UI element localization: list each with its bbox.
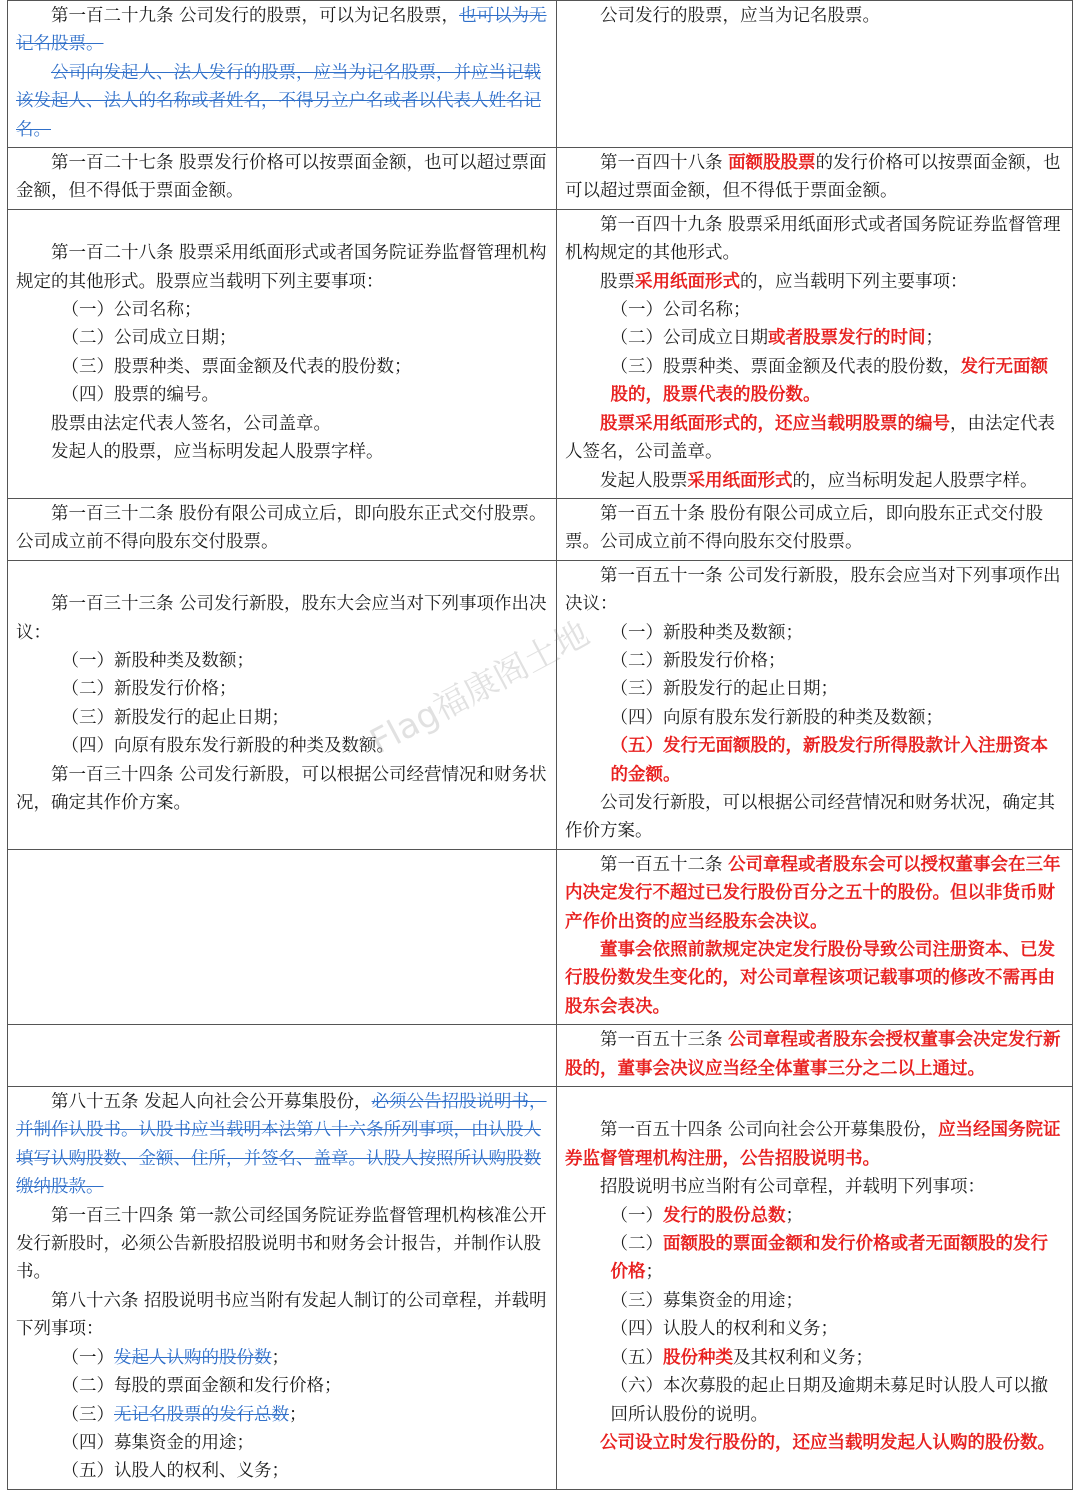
text-segment: （三）募集资金的用途； <box>610 1290 803 1311</box>
article-paragraph <box>16 438 548 466</box>
article-paragraph <box>16 1202 548 1287</box>
article-paragraph <box>16 296 548 324</box>
article-paragraph <box>565 704 1064 732</box>
text-segment: 第一百四十八条 <box>600 153 729 174</box>
article-paragraph <box>565 619 1064 647</box>
article-paragraph <box>565 1026 1064 1083</box>
table-body <box>8 1 1073 1490</box>
deleted-text: 公司向发起人、法人发行的股票，应当为记名股票，并应当记载该发起人、法人的名称或者姓名，不得另立户名或者以代表人姓名记名。 <box>16 62 541 140</box>
law-comparison-table <box>7 0 1073 1490</box>
new-law-cell <box>557 498 1073 560</box>
article-paragraph <box>16 353 548 381</box>
text-segment: 的，应当标明发起人股票字样。 <box>792 470 1038 491</box>
text-segment: （一） <box>610 1205 663 1226</box>
article-paragraph <box>16 562 548 590</box>
article-paragraph <box>565 1429 1064 1457</box>
deleted-text: 发起人认购的股份数 <box>114 1347 272 1368</box>
text-segment: （五） <box>610 1347 663 1368</box>
article-paragraph <box>16 590 548 647</box>
watermark: Flag福康阁土地 <box>363 613 596 763</box>
article-paragraph <box>565 732 1064 789</box>
text-segment: 第一百五十四条 公司向社会公开募集股份， <box>600 1120 939 1141</box>
article-paragraph <box>565 1287 1064 1315</box>
article-paragraph <box>565 324 1064 352</box>
article-paragraph <box>565 1202 1064 1230</box>
article-paragraph <box>16 1457 548 1485</box>
article-paragraph <box>16 761 548 818</box>
text-segment: （四）向原有股东发行新股的种类及数额。 <box>61 736 394 757</box>
text-segment: 及其权利和义务； <box>733 1347 873 1368</box>
text-segment: （一）新股种类及数额； <box>610 622 803 643</box>
text-segment: （二）新股发行价格； <box>61 679 237 700</box>
added-text: 或者股票发行的时间 <box>768 328 926 349</box>
table-row <box>8 1025 1073 1087</box>
added-text: （五）发行无面额股的，新股发行所得股款计入注册资本的金额。 <box>610 736 1048 785</box>
article-paragraph <box>565 500 1064 557</box>
added-text: 采用纸面形式 <box>635 271 740 292</box>
added-text: 面额股的票面金额和发行价格或者无面额股的发行价格 <box>610 1234 1048 1283</box>
article-paragraph <box>565 1116 1064 1173</box>
text-segment: （一） <box>61 1347 114 1368</box>
article-paragraph <box>16 211 548 239</box>
text-segment: （六）本次募股的起止日期及逾期未募足时认股人可以撤回所认股份的说明。 <box>610 1376 1048 1425</box>
article-paragraph <box>16 704 548 732</box>
added-text: 发行无面额股的，股票代表的股份数。 <box>610 356 1048 406</box>
text-segment: 第一百三十四条 第一款公司经国务院证券监督管理机构核准公开发行新股时，必须公告新股招股说明书和财务会计报告，并制作认股书。 <box>16 1205 547 1283</box>
deleted-text: 必须公告招股说明书，并制作认股书。认股书应当载明本法第八十六条所列事项，由认股人填写认购股数、金额、住所，并签名、盖章。认股人按照所认购股数缴纳股款。 <box>16 1092 547 1198</box>
article-paragraph <box>565 789 1064 846</box>
text-segment: （一）公司名称； <box>610 300 751 321</box>
added-text: 股份种类 <box>663 1347 733 1368</box>
old-law-cell <box>8 560 557 849</box>
text-segment: （四）向原有股东发行新股的种类及数额； <box>610 707 943 728</box>
new-law-cell <box>557 849 1073 1024</box>
text-segment: 发起人股票 <box>600 470 688 491</box>
article-paragraph <box>565 353 1064 410</box>
added-text: 采用纸面形式 <box>687 470 793 491</box>
text-segment: （二）公司成立日期 <box>610 328 768 349</box>
text-segment: （三）新股发行的起止日期； <box>610 679 838 700</box>
text-segment: （四）认股人的权利和义务； <box>610 1319 838 1340</box>
article-paragraph <box>16 2 548 59</box>
text-segment <box>600 1092 618 1112</box>
text-segment: 第一百二十八条 股票采用纸面形式或者国务院证券监督管理机构规定的其他形式。股票应当载明下列主要事项： <box>16 243 547 292</box>
article-paragraph <box>16 1287 548 1344</box>
article-paragraph <box>16 149 548 206</box>
table-row <box>8 1087 1073 1490</box>
article-paragraph <box>16 381 548 409</box>
article-paragraph <box>565 211 1064 268</box>
article-paragraph <box>16 1372 548 1400</box>
article-paragraph <box>565 1173 1064 1201</box>
table-row <box>8 1 1073 148</box>
text-segment: 第一百四十九条 股票采用纸面形式或者国务院证券监督管理机构规定的其他形式。 <box>565 214 1061 264</box>
article-paragraph <box>565 936 1064 1021</box>
text-segment: 股票 <box>600 271 635 292</box>
new-law-cell <box>557 1025 1073 1087</box>
article-paragraph <box>565 410 1064 467</box>
article-paragraph <box>16 1401 548 1429</box>
table-row <box>8 209 1073 498</box>
text-segment: ； <box>271 1347 289 1368</box>
article-paragraph <box>16 732 548 760</box>
table-row <box>8 849 1073 1024</box>
new-law-cell <box>557 148 1073 210</box>
added-text: 公司章程或者股东会授权董事会决定发行新股的，董事会决议应当经全体董事三分之二以上通过。 <box>565 1030 1061 1079</box>
added-text: 股票采用纸面形式的，还应当载明股票的编号 <box>600 413 950 434</box>
old-law-cell <box>8 849 557 1024</box>
text-segment: 的，应当载明下列主要事项： <box>740 271 968 292</box>
text-segment: ，由法定代表人签名，公司盖章。 <box>565 413 1055 463</box>
text-segment: （五）认股人的权利、义务； <box>61 1461 289 1482</box>
text-segment: 发起人的股票，应当标明发起人股票字样。 <box>51 442 384 463</box>
deleted-text: 无记名股票的发行总数 <box>114 1404 289 1425</box>
text-segment: 公司发行的股票，应当为记名股票。 <box>600 6 880 26</box>
old-law-cell <box>8 209 557 498</box>
text-segment: （二） <box>610 1234 663 1255</box>
text-segment: ； <box>785 1205 803 1226</box>
added-text: 董事会依照前款规定决定发行股份导致公司注册资本、已发行股份数发生变化的，对公司章程该项记载事项的修改不需再由股东会表决。 <box>565 940 1055 1017</box>
article-paragraph <box>16 1088 548 1202</box>
new-law-cell <box>557 560 1073 849</box>
article-paragraph <box>16 59 548 144</box>
text-segment: ； <box>289 1404 307 1425</box>
old-law-cell <box>8 148 557 210</box>
text-segment: （二）每股的票面金额和发行价格； <box>61 1376 342 1397</box>
article-paragraph <box>565 647 1064 675</box>
article-paragraph <box>565 1088 1064 1116</box>
added-text: 面额股股票 <box>728 153 816 174</box>
text-segment: （四）募集资金的用途； <box>61 1432 254 1453</box>
article-paragraph <box>565 851 1064 936</box>
article-paragraph <box>565 1372 1064 1429</box>
text-segment: 第八十五条 发起人向社会公开募集股份， <box>51 1092 372 1113</box>
added-text: 公司章程或者股东会可以授权董事会在三年内决定发行不超过已发行股份百分之五十的股份。但以非货币财产作价出资的应当经股东会决议。 <box>565 854 1061 932</box>
text-segment: （三）股票种类、票面金额及代表的股份数， <box>610 356 961 377</box>
text-segment: 的发行价格可以按票面金额，也可以超过票面金额，但不得低于票面金额。 <box>565 153 1061 202</box>
text-segment: （四）股票的编号。 <box>61 385 219 406</box>
text-segment: ； <box>925 328 943 349</box>
text-segment: （三）新股发行的起止日期； <box>61 707 289 728</box>
article-paragraph <box>565 268 1064 296</box>
text-segment: （二）新股发行价格； <box>610 650 786 671</box>
text-segment: 第八十六条 招股说明书应当附有发起人制订的公司章程，并载明下列事项： <box>16 1290 547 1340</box>
table-row <box>8 560 1073 849</box>
text-segment: 招股说明书应当附有公司章程，并载明下列事项： <box>600 1177 985 1198</box>
deleted-text: 也可以为无记名股票。 <box>16 6 547 55</box>
text-segment: 第一百五十一条 公司发行新股，股东会应当对下列事项作出决议： <box>565 565 1061 615</box>
text-segment: 第一百五十三条 <box>600 1030 729 1051</box>
text-segment: （三） <box>61 1404 114 1425</box>
text-segment: 第一百五十二条 <box>600 854 729 875</box>
article-paragraph <box>16 239 548 296</box>
text-segment: ； <box>645 1262 663 1283</box>
old-law-cell <box>8 1 557 148</box>
text-segment: （一）公司名称； <box>61 300 202 321</box>
article-paragraph <box>565 467 1064 495</box>
added-text: 公司设立时发行股份的，还应当载明发起人认购的股份数。 <box>600 1432 1055 1453</box>
article-paragraph <box>565 675 1064 703</box>
text-segment: 第一百三十二条 股份有限公司成立后，即向股东正式交付股票。公司成立前不得向股东交付股票。 <box>16 503 547 553</box>
new-law-cell <box>557 1087 1073 1490</box>
article-paragraph <box>565 149 1064 206</box>
article-paragraph <box>565 562 1064 619</box>
text-segment: （三）股票种类、票面金额及代表的股份数； <box>61 356 412 377</box>
article-paragraph <box>16 324 548 352</box>
article-paragraph <box>565 1315 1064 1343</box>
text-segment: 第一百二十七条 股票发行价格可以按票面金额，也可以超过票面金额，但不得低于票面金额。 <box>16 153 547 202</box>
text-segment: 第一百三十四条 公司发行新股，可以根据公司经营情况和财务状况，确定其作价方案。 <box>16 764 547 813</box>
text-segment: 第一百五十条 股份有限公司成立后，即向股东正式交付股票。公司成立前不得向股东交付股票。 <box>565 503 1044 553</box>
text-segment <box>51 566 69 586</box>
text-segment: （二）公司成立日期； <box>61 328 237 349</box>
text-segment: 第一百三十三条 公司发行新股，股东大会应当对下列事项作出决议： <box>16 594 547 643</box>
old-law-cell <box>8 498 557 560</box>
new-law-cell <box>557 209 1073 498</box>
text-segment: 股票由法定代表人签名，公司盖章。 <box>51 413 331 434</box>
article-paragraph <box>16 675 548 703</box>
text-segment: （一）新股种类及数额； <box>61 650 254 671</box>
article-paragraph <box>16 1344 548 1372</box>
old-law-cell <box>8 1087 557 1490</box>
text-segment: 公司发行新股，可以根据公司经营情况和财务状况，确定其作价方案。 <box>565 792 1055 842</box>
table-row <box>8 148 1073 210</box>
added-text: 发行的股份总数 <box>663 1205 786 1226</box>
article-paragraph <box>565 2 1064 30</box>
article-paragraph <box>565 296 1064 324</box>
article-paragraph <box>16 500 548 557</box>
text-segment: 第一百二十九条 公司发行的股票，可以为记名股票， <box>51 6 460 26</box>
article-paragraph <box>565 1230 1064 1287</box>
text-segment <box>51 215 69 235</box>
table-row <box>8 498 1073 560</box>
article-paragraph <box>16 1429 548 1457</box>
article-paragraph <box>565 1344 1064 1372</box>
article-paragraph <box>16 647 548 675</box>
old-law-cell <box>8 1025 557 1087</box>
new-law-cell <box>557 1 1073 148</box>
added-text: 应当经国务院证券监督管理机构注册，公告招股说明书。 <box>565 1120 1061 1169</box>
article-paragraph <box>16 410 548 438</box>
